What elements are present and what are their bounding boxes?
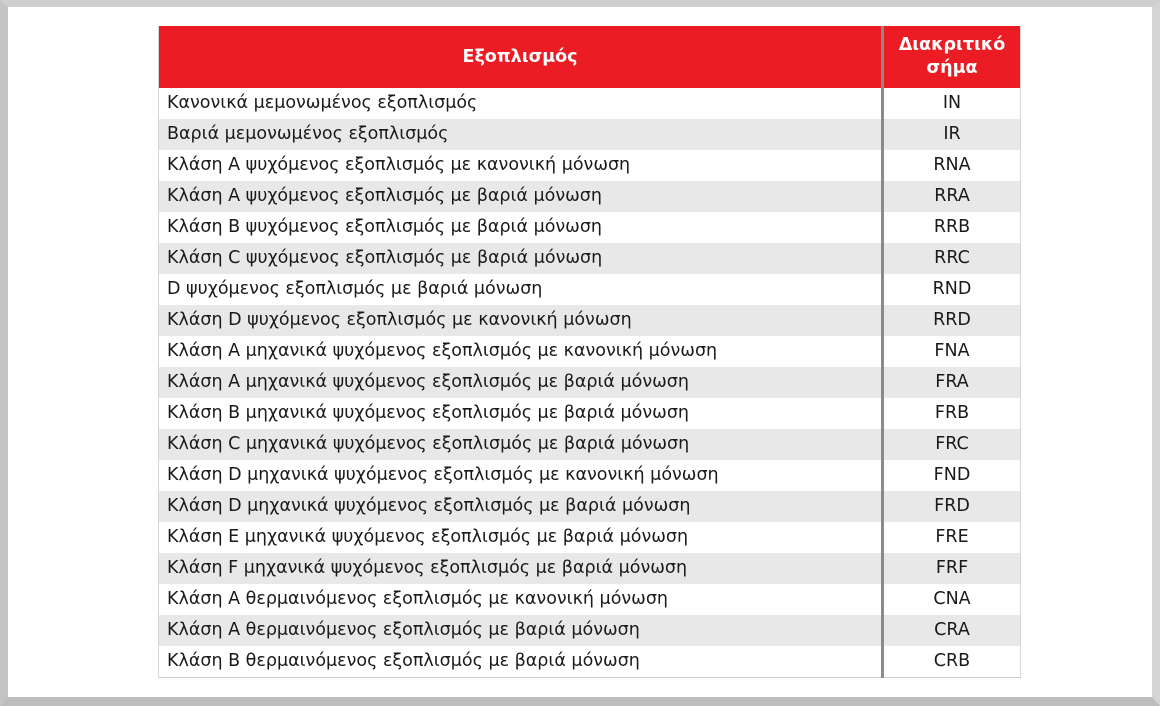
table-row bbox=[159, 336, 1021, 367]
equipment-cell: Κλάση A μηχανικά ψυχόμενος εξοπλισμός με βαριά μόνωση bbox=[159, 367, 883, 398]
header-row bbox=[159, 26, 1021, 88]
equipment-cell: D ψυχόμενος εξοπλισμός με βαριά μόνωση bbox=[159, 274, 883, 305]
code-cell: RND bbox=[883, 274, 1021, 305]
code-cell: RRA bbox=[883, 181, 1021, 212]
equipment-cell: Κλάση E μηχανικά ψυχόμενος εξοπλισμός με βαριά μόνωση bbox=[159, 522, 883, 553]
header-code bbox=[883, 26, 1021, 88]
code-cell: FNA bbox=[883, 336, 1021, 367]
table-row bbox=[159, 181, 1021, 212]
table-row bbox=[159, 522, 1021, 553]
code-cell: FRE bbox=[883, 522, 1021, 553]
table-row bbox=[159, 615, 1021, 646]
equipment-cell: Κανονικά μεμονωμένος εξοπλισμός bbox=[159, 88, 883, 119]
code-cell: CNA bbox=[883, 584, 1021, 615]
equipment-cell: Βαριά μεμονωμένος εξοπλισμός bbox=[159, 119, 883, 150]
code-cell: CRA bbox=[883, 615, 1021, 646]
equipment-cell: Κλάση C μηχανικά ψυχόμενος εξοπλισμός με βαριά μόνωση bbox=[159, 429, 883, 460]
code-cell: RRC bbox=[883, 243, 1021, 274]
equipment-cell: Κλάση B μηχανικά ψυχόμενος εξοπλισμός με βαριά μόνωση bbox=[159, 398, 883, 429]
table-row bbox=[159, 150, 1021, 181]
code-cell: FRC bbox=[883, 429, 1021, 460]
table-row bbox=[159, 646, 1021, 678]
code-cell: RRB bbox=[883, 212, 1021, 243]
equipment-cell: Κλάση A θερμαινόμενος εξοπλισμός με βαριά μόνωση bbox=[159, 615, 883, 646]
header-equipment: Εξοπλισμός bbox=[159, 26, 883, 88]
table-row bbox=[159, 460, 1021, 491]
header-code-line1: Διακριτικό bbox=[898, 35, 1006, 55]
code-cell: IN bbox=[883, 88, 1021, 119]
equipment-cell: Κλάση B ψυχόμενος εξοπλισμός με βαριά μόνωση bbox=[159, 212, 883, 243]
equipment-cell: Κλάση D μηχανικά ψυχόμενος εξοπλισμός με κανονική μόνωση bbox=[159, 460, 883, 491]
table-row bbox=[159, 119, 1021, 150]
table-header bbox=[159, 26, 1021, 88]
equipment-cell: Κλάση C ψυχόμενος εξοπλισμός με βαριά μόνωση bbox=[159, 243, 883, 274]
code-cell: IR bbox=[883, 119, 1021, 150]
table-row bbox=[159, 243, 1021, 274]
equipment-cell: Κλάση B θερμαινόμενος εξοπλισμός με βαριά μόνωση bbox=[159, 646, 883, 678]
code-cell: CRB bbox=[883, 646, 1021, 678]
table-row bbox=[159, 212, 1021, 243]
code-cell: FRB bbox=[883, 398, 1021, 429]
equipment-cell: Κλάση A ψυχόμενος εξοπλισμός με βαριά μόνωση bbox=[159, 181, 883, 212]
table-row bbox=[159, 274, 1021, 305]
header-code-line2: σήμα bbox=[926, 58, 978, 78]
code-cell: FRA bbox=[883, 367, 1021, 398]
equipment-cell: Κλάση D ψυχόμενος εξοπλισμός με κανονική μόνωση bbox=[159, 305, 883, 336]
table-body bbox=[159, 88, 1021, 678]
table-row bbox=[159, 305, 1021, 336]
code-cell: RRD bbox=[883, 305, 1021, 336]
equipment-cell: Κλάση A μηχανικά ψυχόμενος εξοπλισμός με κανονική μόνωση bbox=[159, 336, 883, 367]
table-row bbox=[159, 429, 1021, 460]
code-cell: FND bbox=[883, 460, 1021, 491]
equipment-cell: Κλάση A ψυχόμενος εξοπλισμός με κανονική μόνωση bbox=[159, 150, 883, 181]
code-cell: RNA bbox=[883, 150, 1021, 181]
table-row bbox=[159, 88, 1021, 119]
equipment-cell: Κλάση F μηχανικά ψυχόμενος εξοπλισμός με βαριά μόνωση bbox=[159, 553, 883, 584]
table-row bbox=[159, 398, 1021, 429]
table-row bbox=[159, 584, 1021, 615]
equipment-cell: Κλάση D μηχανικά ψυχόμενος εξοπλισμός με βαριά μόνωση bbox=[159, 491, 883, 522]
code-cell: FRD bbox=[883, 491, 1021, 522]
equipment-cell: Κλάση A θερμαινόμενος εξοπλισμός με κανονική μόνωση bbox=[159, 584, 883, 615]
table-row bbox=[159, 491, 1021, 522]
table-row bbox=[159, 367, 1021, 398]
table-row bbox=[159, 553, 1021, 584]
equipment-codes-table bbox=[158, 26, 1021, 678]
code-cell: FRF bbox=[883, 553, 1021, 584]
